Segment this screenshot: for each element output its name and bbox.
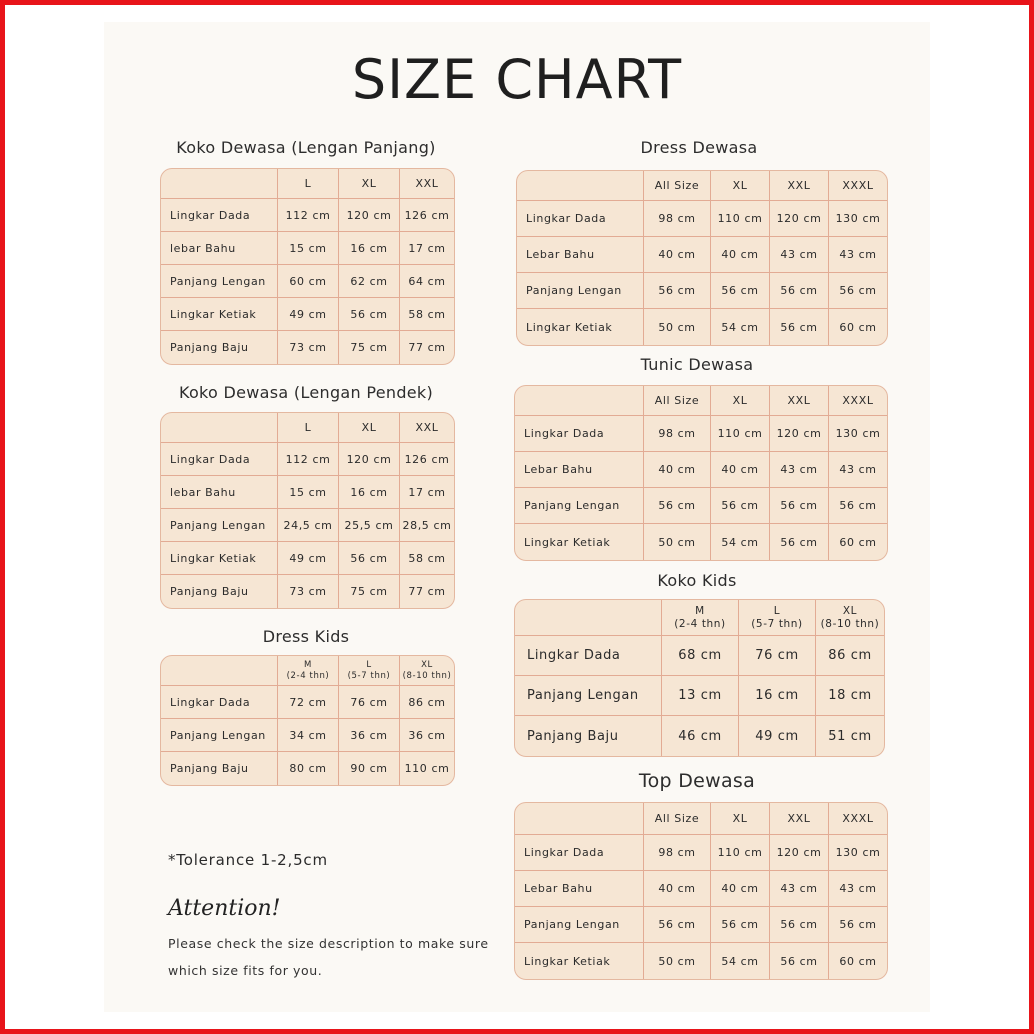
section-title-koko-pendek: Koko Dewasa (Lengan Pendek): [178, 383, 434, 402]
age-range: (8-10 thn): [402, 670, 452, 681]
measurement-label: Lebar Bahu: [515, 871, 644, 907]
measurement-value: 73 cm: [278, 575, 339, 608]
measurement-value: 130 cm: [829, 835, 887, 871]
measurement-value: 40 cm: [711, 871, 770, 907]
measurement-value: 43 cm: [770, 871, 829, 907]
table-row: [515, 416, 887, 452]
size-header-cell: L: [278, 169, 339, 199]
measurement-value: 40 cm: [644, 237, 711, 273]
measurement-label: lebar Bahu: [161, 232, 278, 265]
size-header-cell: All Size: [644, 171, 711, 201]
attention-message: Please check the size description to make sure which size fits for you.: [168, 936, 489, 978]
measurement-value: 112 cm: [278, 199, 339, 232]
measurement-value: 76 cm: [339, 686, 400, 719]
table-header-row: [515, 600, 884, 636]
header-corner-cell: [515, 803, 644, 835]
measurement-value: 34 cm: [278, 719, 339, 752]
measurement-value: 112 cm: [278, 443, 339, 476]
measurement-label: Panjang Lengan: [515, 676, 662, 716]
section-title-top-dewasa: Top Dewasa: [638, 770, 756, 792]
table-header-row: [515, 803, 887, 835]
measurement-value: 56 cm: [339, 298, 400, 331]
measurement-value: 120 cm: [770, 835, 829, 871]
header-corner-cell: [161, 169, 278, 199]
table-row: [515, 488, 887, 524]
measurement-value: 76 cm: [739, 636, 816, 676]
measurement-value: 60 cm: [839, 320, 877, 334]
header-corner-cell: [515, 386, 644, 416]
measurement-value: 72 cm: [278, 686, 339, 719]
table-row: [161, 686, 454, 719]
measurement-value: 56 cm: [829, 273, 887, 309]
tolerance-note: *Tolerance 1-2,5cm: [168, 851, 328, 869]
table-row: [161, 443, 454, 476]
table-row: [161, 232, 454, 265]
measurement-label: Panjang Baju: [161, 331, 278, 364]
size-header-cell: All Size: [644, 386, 711, 416]
size-table-dress-dewasa: [516, 170, 888, 346]
measurement-value: 40 cm: [711, 237, 770, 273]
measurement-value: 120 cm: [770, 201, 829, 237]
table-row: [515, 676, 884, 716]
measurement-value: 18 cm: [816, 676, 884, 716]
measurement-value: 36 cm: [400, 719, 454, 752]
measurement-value: 49 cm: [278, 298, 339, 331]
size-header-cell: XXL: [770, 386, 829, 416]
measurement-value: 90 cm: [339, 752, 400, 785]
measurement-value: 56 cm: [339, 542, 400, 575]
size-table-top-dewasa: [514, 802, 888, 980]
measurement-label: Lingkar Dada: [161, 199, 278, 232]
measurement-value: 120 cm: [339, 443, 400, 476]
measurement-label: Panjang Lengan: [515, 907, 644, 943]
measurement-value: 15 cm: [278, 232, 339, 265]
measurement-value: 54 cm: [711, 524, 770, 560]
measurement-label: Panjang Lengan: [161, 265, 278, 298]
table-header-row: [161, 413, 454, 443]
measurement-value: 56 cm: [644, 273, 711, 309]
measurement-value: 86 cm: [816, 636, 884, 676]
size-code: XL: [421, 659, 433, 670]
table-header-row: [517, 171, 887, 201]
measurement-value: 75 cm: [339, 575, 400, 608]
size-table-tunic-dewasa: [514, 385, 888, 561]
header-corner-cell: [517, 171, 644, 201]
measurement-label: Lingkar Dada: [515, 835, 644, 871]
measurement-value: 77 cm: [408, 341, 446, 354]
measurement-value: 16 cm: [339, 476, 400, 509]
section-title-tunic-dewasa: Tunic Dewasa: [640, 355, 754, 374]
size-header-cell: [739, 600, 816, 636]
size-header-cell: XXL: [400, 169, 454, 199]
size-code: XL: [842, 604, 858, 617]
table-row: [517, 309, 887, 345]
measurement-value: 130 cm: [829, 201, 887, 237]
measurement-label: Panjang Baju: [161, 575, 278, 608]
measurement-value: 36 cm: [339, 719, 400, 752]
measurement-value: 56 cm: [770, 907, 829, 943]
measurement-value: 49 cm: [739, 716, 816, 756]
measurement-value: 43 cm: [770, 452, 829, 488]
measurement-value: 17 cm: [400, 232, 454, 265]
size-header-cell: XL: [339, 413, 400, 443]
measurement-value: 62 cm: [339, 265, 400, 298]
table-row: [517, 237, 887, 273]
measurement-value: 75 cm: [339, 331, 400, 364]
size-header-cell: XXXL: [829, 803, 887, 835]
measurement-value: 43 cm: [829, 237, 887, 273]
table-row: [515, 452, 887, 488]
measurement-value: 60 cm: [839, 535, 877, 549]
measurement-value: 16 cm: [339, 232, 400, 265]
size-table-koko-pendek: [160, 412, 455, 609]
age-range: (2-4 thn): [674, 617, 726, 630]
measurement-value: 13 cm: [662, 676, 739, 716]
measurement-value: 60 cm: [839, 954, 877, 968]
measurement-value: 56 cm: [829, 488, 887, 524]
table-header-row: [161, 656, 454, 686]
size-header-cell: XXL: [770, 803, 829, 835]
measurement-value: 77 cm: [408, 585, 446, 598]
header-corner-cell: [161, 656, 278, 686]
table-row: [515, 636, 884, 676]
measurement-label: Lingkar Dada: [161, 443, 278, 476]
size-code: M: [304, 659, 312, 670]
table-header-row: [515, 386, 887, 416]
age-range: (8-10 thn): [820, 617, 880, 630]
size-header-cell: [816, 600, 884, 636]
attention-heading: Attention!: [168, 896, 281, 921]
table-row: [515, 943, 887, 979]
size-code: L: [366, 659, 372, 670]
measurement-label: Lingkar Dada: [517, 201, 644, 237]
table-row: [161, 331, 454, 364]
size-header-cell: XL: [711, 386, 770, 416]
header-corner-cell: [161, 413, 278, 443]
measurement-value: 56 cm: [644, 488, 711, 524]
measurement-value: 56 cm: [770, 273, 829, 309]
measurement-value: 40 cm: [644, 452, 711, 488]
measurement-label: Panjang Baju: [161, 752, 278, 785]
size-header-cell: XL: [711, 803, 770, 835]
measurement-value: 126 cm: [400, 443, 454, 476]
size-header-cell: [662, 600, 739, 636]
size-header-cell: XXXL: [829, 386, 887, 416]
measurement-value: 120 cm: [770, 416, 829, 452]
size-header-cell: [278, 656, 339, 686]
measurement-label: Panjang Lengan: [161, 719, 278, 752]
measurement-value: 25,5 cm: [339, 509, 400, 542]
table-row: [517, 201, 887, 237]
table-row: [161, 752, 454, 785]
measurement-value: 50 cm: [644, 524, 711, 560]
measurement-value: 110 cm: [711, 416, 770, 452]
measurement-value: 54 cm: [711, 943, 770, 979]
measurement-value: 40 cm: [711, 452, 770, 488]
size-header-cell: [400, 656, 454, 686]
measurement-value: 110 cm: [711, 835, 770, 871]
measurement-value: 50 cm: [644, 943, 711, 979]
measurement-label: Lingkar Ketiak: [161, 542, 278, 575]
size-header-cell: XL: [711, 171, 770, 201]
measurement-value: 43 cm: [829, 452, 887, 488]
measurement-value: 60 cm: [278, 265, 339, 298]
measurement-label: Panjang Lengan: [515, 488, 644, 524]
measurement-label: Lingkar Ketiak: [515, 943, 644, 979]
measurement-value: 51 cm: [828, 728, 872, 744]
age-range: (5-7 thn): [751, 617, 803, 630]
measurement-value: 49 cm: [278, 542, 339, 575]
table-row: [161, 509, 454, 542]
table-row: [515, 716, 884, 756]
table-row: [515, 907, 887, 943]
size-header-cell: [339, 656, 400, 686]
measurement-value: 56 cm: [770, 943, 829, 979]
measurement-label: Lingkar Dada: [161, 686, 278, 719]
size-header-cell: All Size: [644, 803, 711, 835]
table-row: [161, 719, 454, 752]
measurement-value: 86 cm: [400, 686, 454, 719]
size-code: L: [773, 604, 781, 617]
table-row: [161, 265, 454, 298]
age-range: (2-4 thn): [286, 670, 330, 681]
measurement-value: 50 cm: [644, 309, 711, 345]
table-row: [515, 524, 887, 560]
measurement-value: 56 cm: [711, 273, 770, 309]
table-row: [161, 542, 454, 575]
measurement-value: 16 cm: [739, 676, 816, 716]
measurement-value: 43 cm: [770, 237, 829, 273]
measurement-value: 98 cm: [644, 416, 711, 452]
measurement-value: 98 cm: [644, 201, 711, 237]
table-row: [161, 575, 454, 608]
section-title-koko-kids: Koko Kids: [657, 571, 737, 590]
table-header-row: [161, 169, 454, 199]
size-header-cell: XXXL: [829, 171, 887, 201]
measurement-value: 64 cm: [400, 265, 454, 298]
measurement-value: 43 cm: [829, 871, 887, 907]
measurement-value: 80 cm: [278, 752, 339, 785]
measurement-value: 110 cm: [404, 762, 450, 775]
measurement-value: 46 cm: [662, 716, 739, 756]
size-code: M: [695, 604, 705, 617]
section-title-dress-dewasa: Dress Dewasa: [640, 138, 758, 157]
measurement-label: Lingkar Dada: [515, 416, 644, 452]
measurement-value: 56 cm: [829, 907, 887, 943]
measurement-value: 56 cm: [770, 524, 829, 560]
measurement-value: 54 cm: [711, 309, 770, 345]
table-row: [161, 199, 454, 232]
measurement-value: 58 cm: [400, 298, 454, 331]
measurement-value: 98 cm: [644, 835, 711, 871]
table-row: [517, 273, 887, 309]
header-corner-cell: [515, 600, 662, 636]
size-header-cell: XXL: [770, 171, 829, 201]
measurement-label: Lingkar Ketiak: [161, 298, 278, 331]
measurement-value: 126 cm: [400, 199, 454, 232]
section-title-koko-panjang: Koko Dewasa (Lengan Panjang): [176, 138, 436, 157]
measurement-value: 17 cm: [400, 476, 454, 509]
measurement-label: Lebar Bahu: [517, 237, 644, 273]
size-table-koko-kids: [514, 599, 885, 757]
measurement-label: Lingkar Ketiak: [517, 309, 644, 345]
size-table-koko-panjang: [160, 168, 455, 365]
table-row: [515, 871, 887, 907]
measurement-value: 130 cm: [829, 416, 887, 452]
section-title-dress-kids: Dress Kids: [262, 627, 350, 646]
measurement-label: Panjang Lengan: [161, 509, 278, 542]
measurement-label: lebar Bahu: [161, 476, 278, 509]
size-table-dress-kids: [160, 655, 455, 786]
measurement-value: 56 cm: [711, 907, 770, 943]
table-row: [515, 835, 887, 871]
measurement-value: 24,5 cm: [278, 509, 339, 542]
measurement-value: 68 cm: [662, 636, 739, 676]
page-title: SIZE CHART: [351, 48, 683, 111]
measurement-value: 120 cm: [339, 199, 400, 232]
measurement-value: 15 cm: [278, 476, 339, 509]
age-range: (5-7 thn): [347, 670, 391, 681]
table-row: [161, 298, 454, 331]
size-header-cell: XXL: [400, 413, 454, 443]
measurement-label: Lebar Bahu: [515, 452, 644, 488]
measurement-value: 56 cm: [770, 488, 829, 524]
size-header-cell: XL: [339, 169, 400, 199]
measurement-value: 28,5 cm: [400, 509, 454, 542]
measurement-value: 110 cm: [711, 201, 770, 237]
measurement-value: 73 cm: [278, 331, 339, 364]
measurement-label: Panjang Lengan: [517, 273, 644, 309]
measurement-value: 56 cm: [644, 907, 711, 943]
measurement-value: 56 cm: [770, 309, 829, 345]
size-header-cell: L: [278, 413, 339, 443]
measurement-value: 58 cm: [400, 542, 454, 575]
measurement-label: Panjang Baju: [515, 716, 662, 756]
measurement-value: 40 cm: [644, 871, 711, 907]
measurement-value: 56 cm: [711, 488, 770, 524]
measurement-label: Lingkar Dada: [515, 636, 662, 676]
measurement-label: Lingkar Ketiak: [515, 524, 644, 560]
table-row: [161, 476, 454, 509]
